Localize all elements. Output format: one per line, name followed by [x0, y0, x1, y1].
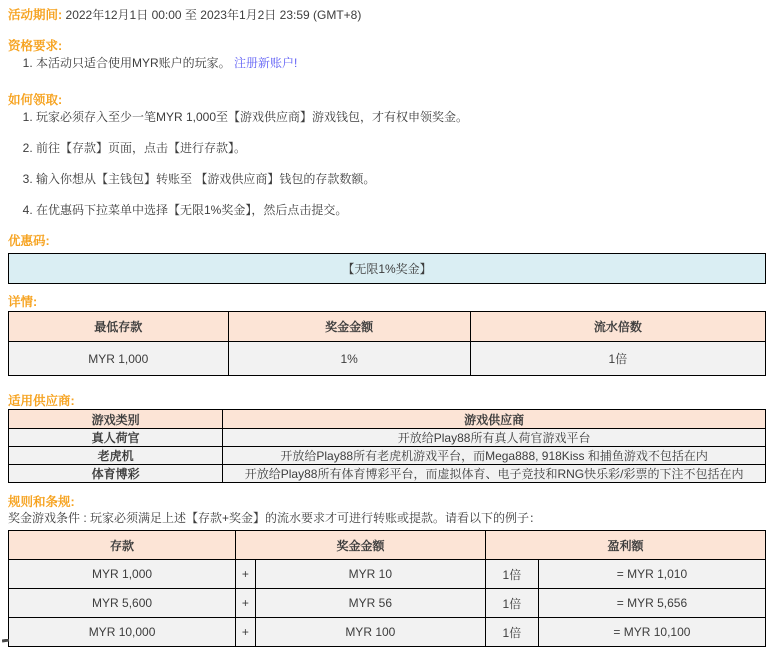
examples-row [9, 618, 766, 647]
example-deposit: MYR 1,000 [9, 560, 236, 589]
rules-heading: 规则和条规: [8, 495, 75, 509]
promo-code-value: 【无限1%奖金】 [342, 262, 432, 276]
examples-header-bonus: 奖金金额 [236, 531, 486, 560]
example-deposit: MYR 10,000 [9, 618, 236, 647]
details-min-deposit: MYR 1,000 [9, 342, 229, 376]
provider-category: 体育博彩 [9, 465, 223, 483]
details-turnover: 1倍 [470, 342, 765, 376]
example-multiplier: 1倍 [485, 589, 538, 618]
promo-period-line [8, 8, 766, 23]
eligibility-item [36, 56, 766, 71]
promo-code-box [8, 253, 766, 284]
example-profit: = MYR 5,656 [538, 589, 765, 618]
example-plus-sign: + [236, 560, 256, 589]
provider-category: 真人荷官 [9, 429, 223, 447]
details-header-min-deposit: 最低存款 [9, 312, 229, 342]
example-bonus: MYR 56 [255, 589, 485, 618]
examples-row [9, 560, 766, 589]
example-deposit: MYR 5,600 [9, 589, 236, 618]
example-bonus: MYR 10 [255, 560, 485, 589]
provider-description: 开放给Play88所有老虎机游戏平台，而Mega888, 918Kiss 和捕鱼游戏不包括在内 [223, 447, 766, 465]
examples-header-deposit: 存款 [9, 531, 236, 560]
cutoff-text-fragment [2, 639, 10, 643]
example-multiplier: 1倍 [485, 560, 538, 589]
example-profit: = MYR 1,010 [538, 560, 765, 589]
providers-row-live-dealer [9, 429, 766, 447]
details-bonus-amount: 1% [228, 342, 470, 376]
example-bonus: MYR 100 [255, 618, 485, 647]
example-profit: = MYR 10,100 [538, 618, 765, 647]
providers-header-row [9, 410, 766, 429]
providers-header-provider: 游戏供应商 [223, 410, 766, 429]
promo-period-label: 活动期间: [8, 8, 63, 22]
how-to-claim-heading: 如何领取: [8, 93, 63, 107]
provider-description: 开放给Play88所有真人荷官游戏平台 [223, 429, 766, 447]
providers-heading: 适用供应商: [8, 394, 75, 408]
details-header-bonus-amount: 奖金金额 [228, 312, 470, 342]
eligibility-list [8, 56, 766, 71]
providers-table [8, 409, 766, 483]
details-header-turnover: 流水倍数 [470, 312, 765, 342]
example-multiplier: 1倍 [485, 618, 538, 647]
examples-table [8, 530, 766, 647]
how-to-claim-list [8, 110, 766, 218]
example-plus-sign: + [236, 618, 256, 647]
examples-header-profit: 盈利额 [485, 531, 765, 560]
register-account-link[interactable]: 注册新账户! [234, 56, 298, 70]
how-to-claim-step: 1. 玩家必须存入至少一笔MYR 1,000至【游戏供应商】游戏钱包，才有权申领奖金。 [36, 110, 766, 125]
examples-header-row [9, 531, 766, 560]
providers-header-category: 游戏类别 [9, 410, 223, 429]
how-to-claim-step: 3. 输入你想从【主钱包】转账至 【游戏供应商】钱包的存款数额。 [36, 172, 766, 187]
how-to-claim-step: 4. 在优惠码下拉菜单中选择【无限1%奖金】，然后点击提交。 [36, 203, 766, 218]
rules-condition-text: 奖金游戏条件 : 玩家必须满足上述【存款+奖金】的流水要求才可进行转账或提款。请看以下的例子： [8, 511, 542, 525]
details-header-row [9, 312, 766, 342]
providers-row-slots [9, 447, 766, 465]
details-data-row [9, 342, 766, 376]
details-table [8, 311, 766, 376]
provider-category: 老虎机 [9, 447, 223, 465]
eligibility-heading: 资格要求: [8, 39, 63, 53]
details-heading: 详情: [8, 295, 38, 309]
provider-description: 开放给Play88所有体育博彩平台，而虚拟体育、电子竞技和RNG快乐彩/彩票的下注不包括在内 [223, 465, 766, 483]
example-plus-sign: + [236, 589, 256, 618]
promo-code-heading: 优惠码: [8, 234, 50, 248]
eligibility-item-text: 本活动只适合使用MYR账户的玩家。 [36, 56, 231, 70]
examples-row [9, 589, 766, 618]
how-to-claim-step: 2. 前往【存款】页面，点击【进行存款】。 [36, 141, 766, 156]
providers-row-sports [9, 465, 766, 483]
promo-period-value: 2022年12月1日 00:00 至 2023年1月2日 23:59 (GMT+8) [65, 8, 362, 22]
